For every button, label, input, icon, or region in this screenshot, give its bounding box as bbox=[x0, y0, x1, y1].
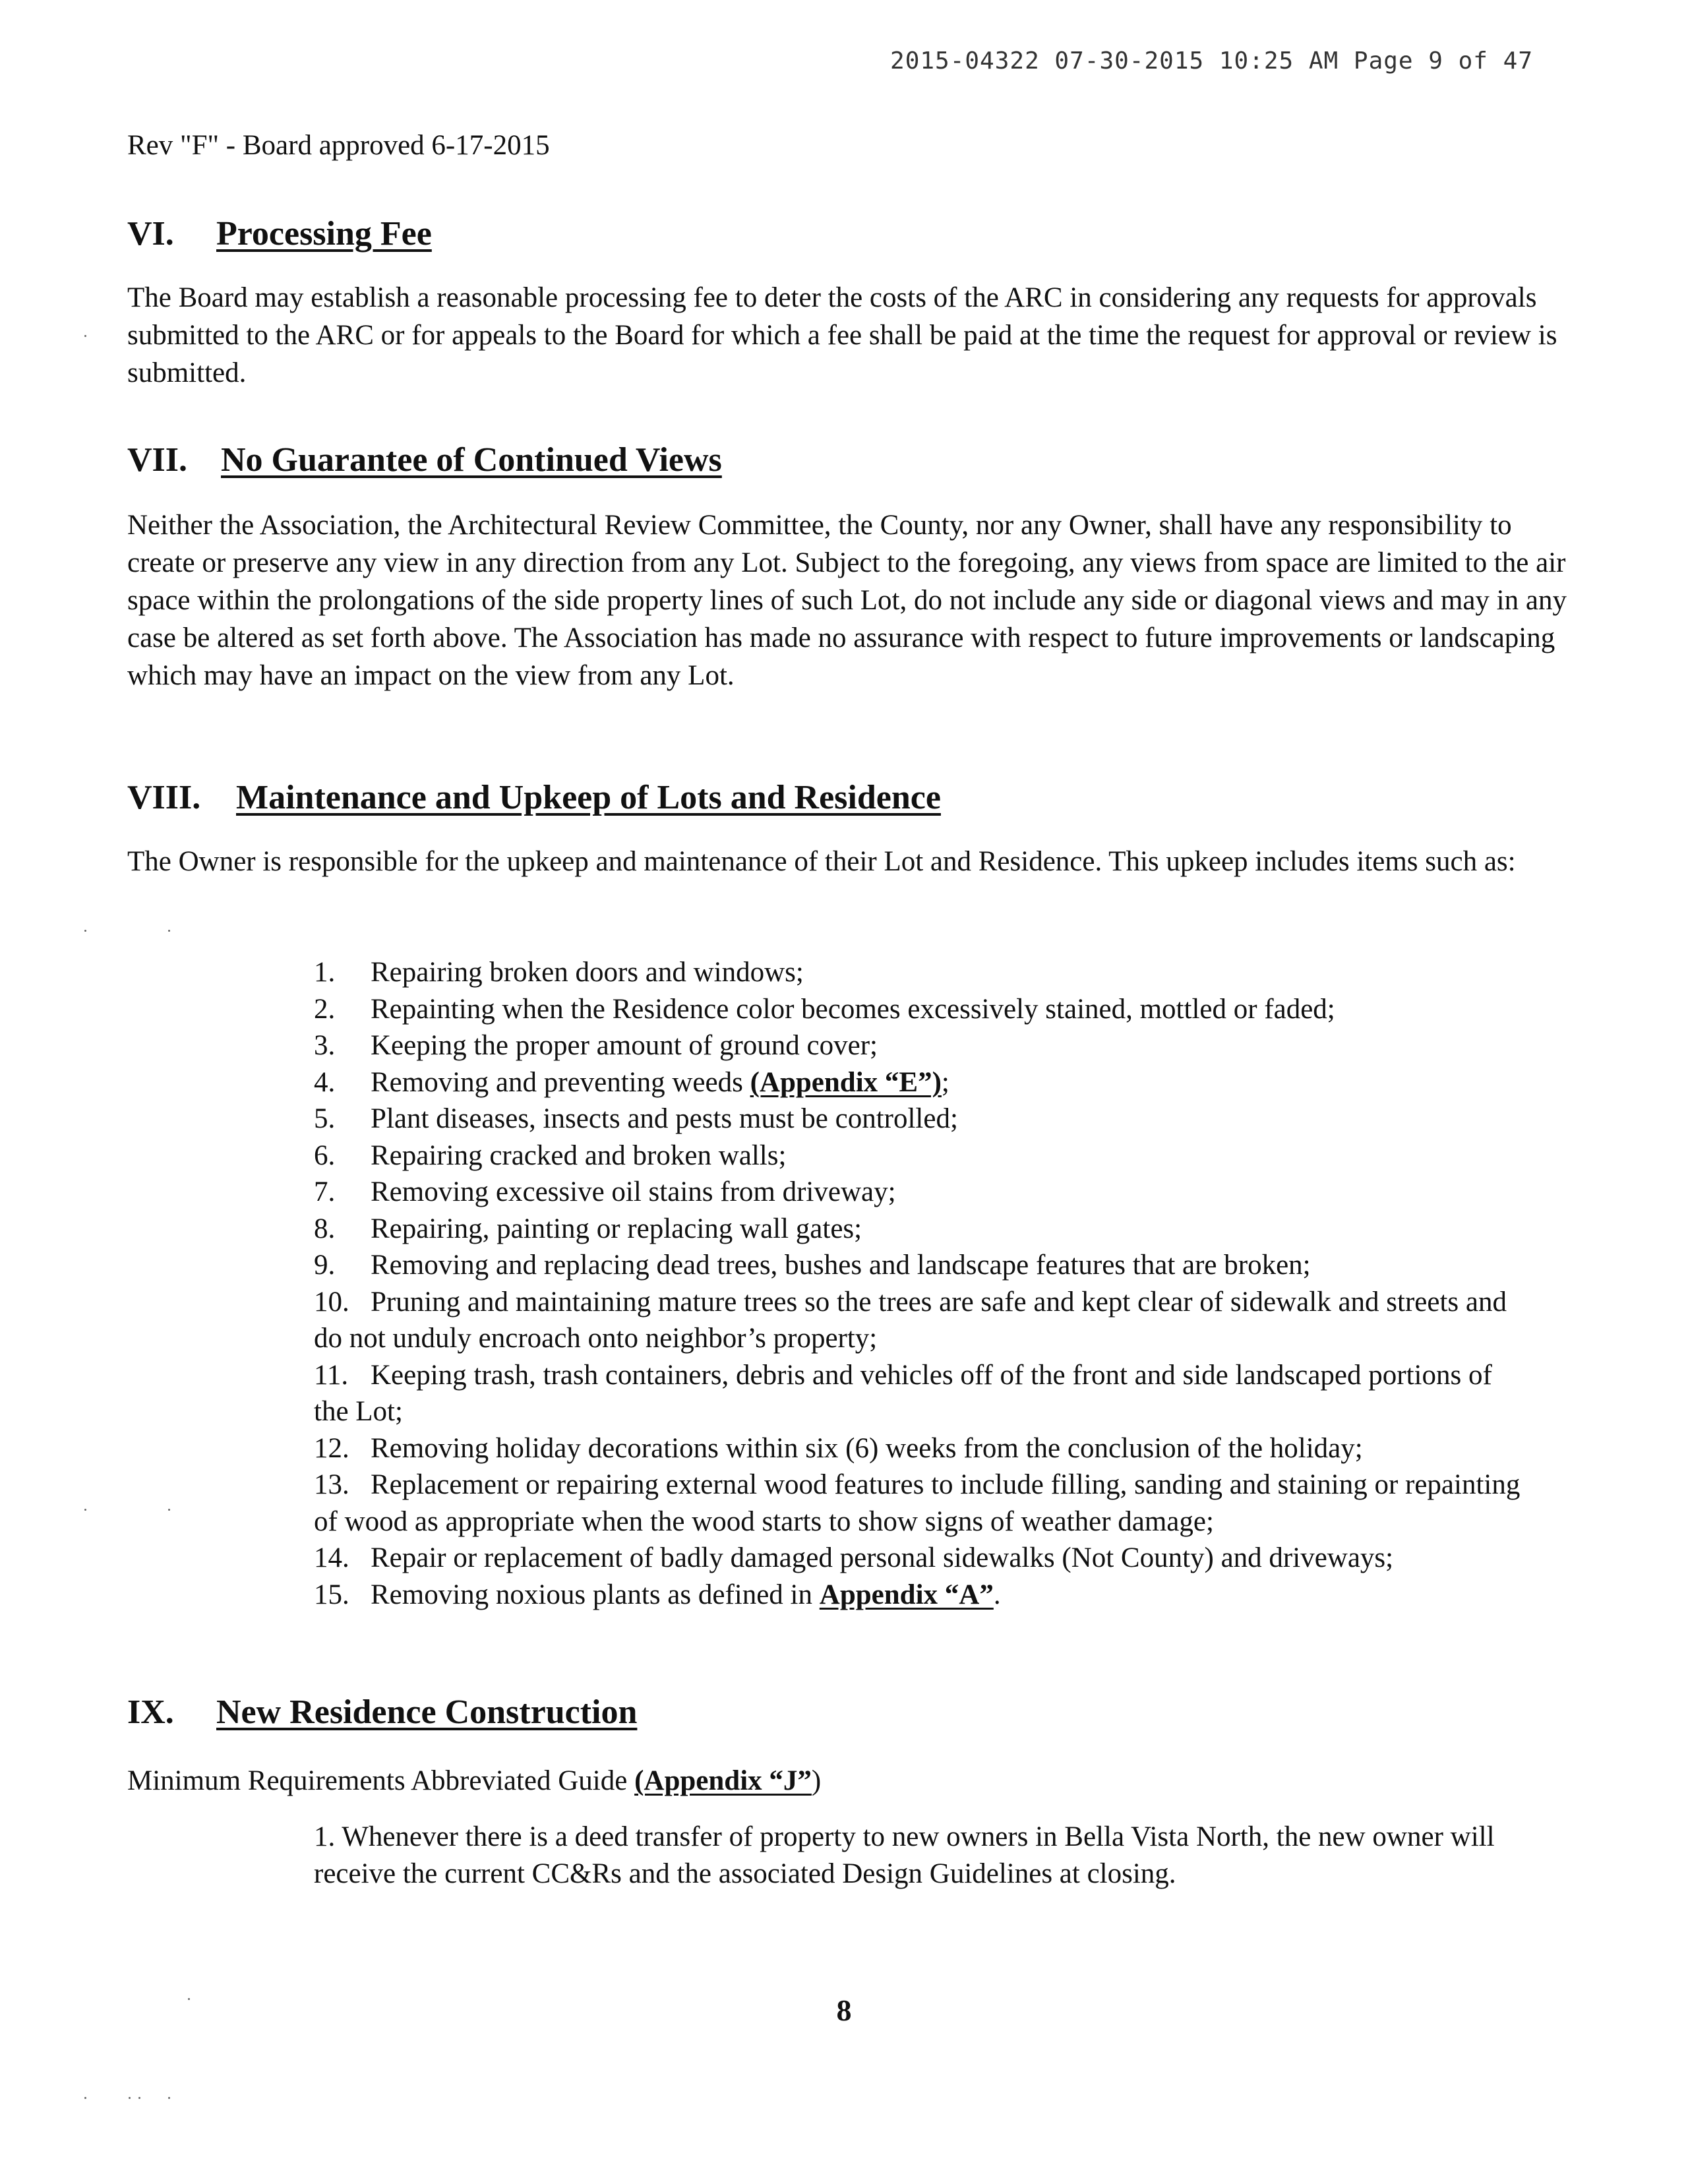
revision-note: Rev "F" - Board approved 6-17-2015 bbox=[127, 130, 550, 161]
list-item: 14. Repair or replacement of badly damaged personal sidewalks (Not County) and driveways; bbox=[314, 1542, 1394, 1573]
scan-speck bbox=[168, 2097, 170, 2099]
scan-speck bbox=[84, 335, 86, 337]
scan-speck bbox=[138, 2097, 140, 2099]
construction-list bbox=[314, 1819, 1534, 1892]
list-item: 5. Plant diseases, insects and pests must be controlled; bbox=[314, 1103, 958, 1134]
list-item: 15. Removing noxious plants as defined in Appendix “A”. bbox=[314, 1579, 1001, 1610]
section-heading-ix bbox=[127, 1693, 637, 1732]
list-item: 8. Repairing, painting or replacing wall gates; bbox=[314, 1213, 862, 1244]
list-item: 12. Removing holiday decorations within six (6) weeks from the conclusion of the holiday; bbox=[314, 1432, 1363, 1464]
section-number: VI. bbox=[127, 215, 174, 253]
section-number: VIII. bbox=[127, 779, 201, 816]
appendix-link: (Appendix “E”) bbox=[750, 1066, 942, 1098]
section-number: VII. bbox=[127, 441, 188, 479]
section-intro-ix: Minimum Requirements Abbreviated Guide (Appendix “J”) bbox=[127, 1765, 822, 1796]
list-item: 10. Pruning and maintaining mature trees so the trees are safe and kept clear of sidewalk and streets and do not unduly encroach onto neighbor’s property; bbox=[314, 1286, 1507, 1354]
fax-stamp: 2015-04322 07-30-2015 10:25 AM Page 9 of 47 bbox=[890, 47, 1533, 75]
scan-speck bbox=[84, 930, 86, 932]
section-body-viii: The Owner is responsible for the upkeep and maintenance of their Lot and Residence. This upkeep includes items such as: bbox=[127, 846, 1516, 877]
list-item: 6. Repairing cracked and broken walls; bbox=[314, 1139, 787, 1171]
list-item: 11. Keeping trash, trash containers, debris and vehicles off of the front and side landscaped portions of the Lot; bbox=[314, 1359, 1492, 1427]
section-title: Processing Fee bbox=[216, 215, 432, 253]
appendix-link: (Appendix “J” bbox=[634, 1765, 812, 1796]
section-title: No Guarantee of Continued Views bbox=[221, 441, 722, 479]
scan-speck bbox=[84, 1509, 86, 1511]
section-title: New Residence Construction bbox=[216, 1693, 638, 1731]
upkeep-list bbox=[314, 954, 1527, 1613]
list-item: 2. Repainting when the Residence color becomes excessively stained, mottled or faded; bbox=[314, 993, 1335, 1025]
list-item: 7. Removing excessive oil stains from driveway; bbox=[314, 1176, 896, 1207]
list-item: 3. Keeping the proper amount of ground cover; bbox=[314, 1030, 878, 1061]
section-body-vi: The Board may establish a reasonable processing fee to deter the costs of the ARC in considering any requests for approvals submitted to the ARC or for appeals to the Board for which a fee shall be paid at the time the request for approval or review is submitted. bbox=[127, 282, 1557, 388]
section-heading-vi bbox=[127, 214, 432, 253]
section-body-vii: Neither the Association, the Architectural Review Committee, the County, nor any Owner, shall have any responsibility to create or preserve any view in any direction from any Lot. Subject to the foregoing, any views from space are limited to the air space within the prolongations of the side property lines of such Lot, do not include any side or diagonal views and may in any case be altered as set forth above. The Association has made no assurance with respect to future improvements or landscaping which may have an impact on the view from any Lot. bbox=[127, 510, 1567, 691]
scan-speck bbox=[168, 930, 170, 932]
section-number: IX. bbox=[127, 1693, 174, 1731]
scan-speck bbox=[188, 1998, 190, 2000]
list-item: 1. Repairing broken doors and windows; bbox=[314, 957, 804, 988]
list-item: 13. Replacement or repairing external wood features to include filling, sanding and staining or repainting of wood as appropriate when the wood starts to show signs of weather damage; bbox=[314, 1469, 1521, 1537]
section-heading-viii bbox=[127, 778, 941, 817]
scan-speck bbox=[168, 1509, 170, 1511]
scan-speck bbox=[84, 2097, 86, 2099]
section-title: Maintenance and Upkeep of Lots and Residence bbox=[236, 779, 941, 816]
list-item: 1. Whenever there is a deed transfer of property to new owners in Bella Vista North, the new owner will receive the current CC&Rs and the associated Design Guidelines at closing. bbox=[314, 1821, 1495, 1889]
section-heading-vii bbox=[127, 440, 722, 479]
list-item: 4. Removing and preventing weeds (Appendix “E”); bbox=[314, 1066, 950, 1098]
appendix-link: Appendix “A” bbox=[819, 1579, 994, 1610]
page-number: 8 bbox=[836, 1993, 852, 2027]
scan-speck bbox=[129, 2097, 131, 2099]
list-item: 9. Removing and replacing dead trees, bushes and landscape features that are broken; bbox=[314, 1250, 1311, 1281]
